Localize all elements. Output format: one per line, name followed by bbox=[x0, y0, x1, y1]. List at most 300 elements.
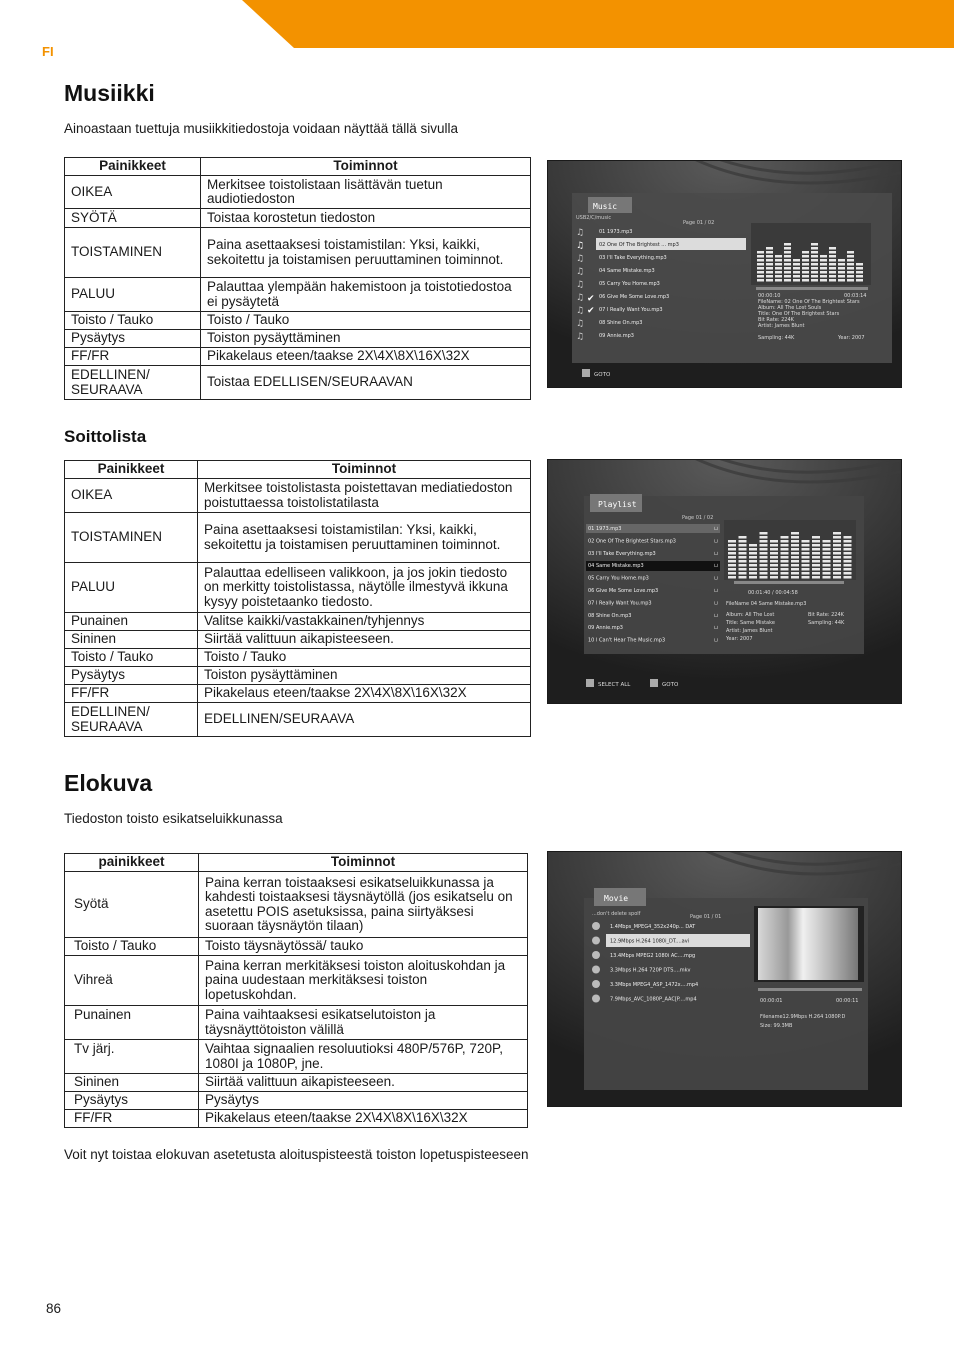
key-cell: PALUU bbox=[65, 563, 198, 613]
function-cell: Valitse kaikki/vastakkainen/tyhjennys bbox=[198, 613, 531, 631]
equalizer-bar-segment bbox=[757, 251, 764, 254]
key-cell: Pysäytys bbox=[65, 330, 201, 348]
key-cell: EDELLINEN/ SEURAAVA bbox=[65, 703, 198, 737]
equalizer-bar-segment bbox=[829, 279, 836, 282]
playlist-file-item: 08 Shine On.mp3 bbox=[588, 612, 632, 619]
equalizer-bar-segment bbox=[760, 544, 768, 547]
function-cell: Toisto täysnäytössä/ tauko bbox=[199, 938, 528, 956]
table-row bbox=[65, 1110, 528, 1128]
equalizer-bar-segment bbox=[802, 556, 810, 559]
equalizer-bar-segment bbox=[811, 271, 818, 274]
equalizer-bar-segment bbox=[823, 560, 831, 563]
table-row bbox=[65, 563, 531, 613]
equalizer-bar-segment bbox=[812, 576, 820, 579]
function-cell: Toistaa korostetun tiedoston bbox=[201, 209, 531, 228]
equalizer-bar-segment bbox=[820, 279, 827, 282]
equalizer-bar-segment bbox=[766, 271, 773, 274]
equalizer-bar-segment bbox=[784, 279, 791, 282]
equalizer-bar-segment bbox=[770, 544, 778, 547]
function-cell: Toiston pysäyttäminen bbox=[201, 330, 531, 348]
equalizer-bar-segment bbox=[749, 572, 757, 575]
equalizer-bar-segment bbox=[766, 259, 773, 262]
table-row bbox=[65, 330, 531, 348]
equalizer-bar-segment bbox=[770, 568, 778, 571]
table-row bbox=[65, 1074, 528, 1092]
svg-text:Album: All The Lost Souls: Album: All The Lost Souls bbox=[758, 305, 822, 311]
equalizer-bar-segment bbox=[784, 263, 791, 266]
table-row bbox=[65, 667, 531, 685]
equalizer-bar-segment bbox=[781, 564, 789, 567]
movie-file-item: 7.9Mbps_AVC_1080P_AAC[P....mp4 bbox=[610, 996, 697, 1003]
equalizer-bar-segment bbox=[844, 540, 852, 543]
table-row bbox=[65, 631, 531, 649]
playlist-file-item: 06 Give Me Some Love.mp3 bbox=[588, 588, 659, 594]
equalizer-bar-segment bbox=[856, 271, 863, 274]
music-file-item: 07 I Really Want You.mp3 bbox=[599, 307, 663, 313]
equalizer-bar-segment bbox=[749, 564, 757, 567]
equalizer-bar-segment bbox=[847, 259, 854, 262]
equalizer-bar-segment bbox=[784, 259, 791, 262]
equalizer-bar-segment bbox=[770, 560, 778, 563]
function-cell: Siirtää valittuun aikapisteeseen. bbox=[199, 1074, 528, 1092]
equalizer-bar-segment bbox=[847, 271, 854, 274]
equalizer-bar-segment bbox=[760, 548, 768, 551]
equalizer-bar-segment bbox=[844, 572, 852, 575]
equalizer-bar-segment bbox=[823, 556, 831, 559]
equalizer-bar-segment bbox=[811, 247, 818, 250]
equalizer-bar-segment bbox=[802, 560, 810, 563]
playlist-mark-icon: ⊔ bbox=[714, 588, 718, 594]
table-header-functions: Toiminnot bbox=[199, 854, 528, 872]
equalizer-bar-segment bbox=[793, 259, 800, 262]
playlist-mark-icon: ⊔ bbox=[714, 575, 718, 582]
equalizer-bar-segment bbox=[766, 255, 773, 258]
svg-text:Sampling: 44K: Sampling: 44K bbox=[758, 335, 795, 341]
equalizer-bar-segment bbox=[820, 267, 827, 270]
equalizer-bar-segment bbox=[847, 255, 854, 258]
equalizer-bar-segment bbox=[802, 568, 810, 571]
svg-text:FileName 04 Same Mistake.mp3: FileName 04 Same Mistake.mp3 bbox=[726, 601, 807, 607]
movie-keys-table bbox=[64, 853, 528, 1128]
function-cell: Palauttaa ylempään hakemistoon ja toistotiedostoa ei pysäytetä bbox=[201, 278, 531, 312]
equalizer-bar-segment bbox=[844, 552, 852, 555]
equalizer-bar-segment bbox=[728, 556, 736, 559]
key-cell: FF/FR bbox=[65, 348, 201, 366]
key-cell: Tv järj. bbox=[65, 1040, 199, 1074]
playlist-mark-icon: ⊔ bbox=[714, 600, 718, 607]
equalizer-bar-segment bbox=[757, 255, 764, 258]
playlist-file-item: 07 I Really Want You.mp3 bbox=[588, 600, 652, 607]
equalizer-bar-segment bbox=[844, 560, 852, 563]
music-file-item: 03 I'll Take Everything.mp3 bbox=[599, 255, 667, 261]
playlist-section-title: Soittolista bbox=[64, 427, 147, 446]
key-cell: Punainen bbox=[65, 613, 198, 631]
equalizer-bar-segment bbox=[781, 548, 789, 551]
equalizer-bar-segment bbox=[728, 560, 736, 563]
table-row bbox=[65, 956, 528, 1006]
equalizer-bar-segment bbox=[770, 572, 778, 575]
equalizer-bar-segment bbox=[781, 536, 789, 539]
equalizer-bar-segment bbox=[802, 259, 809, 262]
equalizer-bar-segment bbox=[784, 255, 791, 258]
equalizer-bar-segment bbox=[784, 271, 791, 274]
equalizer-bar-segment bbox=[766, 275, 773, 278]
equalizer-bar-segment bbox=[802, 572, 810, 575]
key-cell: FF/FR bbox=[65, 685, 198, 703]
music-time-end: 00:03:14 bbox=[844, 293, 867, 299]
equalizer-bar-segment bbox=[829, 263, 836, 266]
equalizer-bar-segment bbox=[784, 247, 791, 250]
equalizer-bar-segment bbox=[760, 576, 768, 579]
table-row bbox=[65, 685, 531, 703]
movie-section-title: Elokuva bbox=[64, 770, 153, 796]
playlist-goto-label: GOTO bbox=[662, 682, 679, 688]
equalizer-bar-segment bbox=[823, 564, 831, 567]
table-header-functions: Toiminnot bbox=[198, 461, 531, 479]
equalizer-bar-segment bbox=[833, 576, 841, 579]
table-header-keys: Painikkeet bbox=[65, 158, 201, 176]
equalizer-bar-segment bbox=[757, 279, 764, 282]
equalizer-bar-segment bbox=[829, 271, 836, 274]
equalizer-bar-segment bbox=[838, 279, 845, 282]
equalizer-bar-segment bbox=[856, 267, 863, 270]
svg-text:Bit Rate: 224K: Bit Rate: 224K bbox=[758, 317, 794, 323]
table-row bbox=[65, 703, 531, 737]
equalizer-bar-segment bbox=[802, 267, 809, 270]
equalizer-bar-segment bbox=[833, 564, 841, 567]
equalizer-bar-segment bbox=[739, 540, 747, 543]
music-intro-text: Ainoastaan tuettuja musiikkitiedostoja voidaan näyttää tällä sivulla bbox=[64, 121, 458, 136]
equalizer-bar-segment bbox=[829, 247, 836, 250]
equalizer-bar-segment bbox=[844, 568, 852, 571]
movie-screen-page: Page 01 / 01 bbox=[690, 914, 722, 920]
equalizer-bar-segment bbox=[766, 251, 773, 254]
equalizer-bar-segment bbox=[739, 556, 747, 559]
movie-intro-text: Tiedoston toisto esikatseluikkunassa bbox=[64, 811, 283, 826]
equalizer-bar-segment bbox=[728, 564, 736, 567]
equalizer-bar-segment bbox=[781, 576, 789, 579]
equalizer-bar-segment bbox=[757, 271, 764, 274]
equalizer-bar-segment bbox=[781, 552, 789, 555]
equalizer-bar-segment bbox=[802, 552, 810, 555]
equalizer-bar-segment bbox=[760, 560, 768, 563]
playlist-file-item: 10 I Can't Hear The Music.mp3 bbox=[588, 637, 666, 644]
music-screen-path: USB2/C/music bbox=[576, 215, 612, 221]
equalizer-bar-segment bbox=[802, 275, 809, 278]
equalizer-bar-segment bbox=[823, 540, 831, 543]
equalizer-bar-segment bbox=[770, 552, 778, 555]
movie-file-item: 1.4Mbps_MPEG4_352x240p... DAT bbox=[610, 924, 696, 930]
equalizer-bar-segment bbox=[823, 576, 831, 579]
movie-time-end: 00:00:11 bbox=[836, 998, 859, 1004]
equalizer-bar-segment bbox=[847, 263, 854, 266]
equalizer-bar-segment bbox=[833, 544, 841, 547]
music-file-item: 02 One Of The Brightest ... mp3 bbox=[599, 242, 679, 248]
equalizer-bar-segment bbox=[739, 548, 747, 551]
playlist-mark-icon: ⊔ bbox=[714, 563, 718, 570]
svg-text:Sampling: 44K: Sampling: 44K bbox=[808, 620, 845, 626]
equalizer-bar-segment bbox=[791, 576, 799, 579]
equalizer-bar-segment bbox=[775, 279, 782, 282]
equalizer-bar-segment bbox=[760, 556, 768, 559]
equalizer-bar-segment bbox=[775, 275, 782, 278]
equalizer-bar-segment bbox=[844, 536, 852, 539]
equalizer-bar-segment bbox=[728, 540, 736, 543]
equalizer-bar-segment bbox=[739, 536, 747, 539]
equalizer-bar-segment bbox=[728, 548, 736, 551]
equalizer-bar-segment bbox=[781, 572, 789, 575]
equalizer-bar-segment bbox=[766, 247, 773, 250]
key-cell: OIKEA bbox=[65, 479, 198, 513]
table-row bbox=[65, 938, 528, 956]
equalizer-bar-segment bbox=[757, 275, 764, 278]
function-cell: Paina asettaaksesi toistamistilan: Yksi, kaikki, sekoitettu ja toistamisen peruuttaminen toiminnot. bbox=[198, 513, 531, 563]
function-cell: Paina kerran merkitäksesi toiston aloituskohdan ja paina uudestaan merkitäksesi toiston lopetuskohdan. bbox=[199, 956, 528, 1006]
equalizer-bar-segment bbox=[838, 263, 845, 266]
equalizer-bar-segment bbox=[812, 548, 820, 551]
svg-text:✔: ✔ bbox=[587, 306, 595, 316]
equalizer-bar-segment bbox=[791, 568, 799, 571]
table-row bbox=[65, 228, 531, 278]
equalizer-bar-segment bbox=[766, 267, 773, 270]
equalizer-bar-segment bbox=[728, 552, 736, 555]
equalizer-bar-segment bbox=[833, 552, 841, 555]
function-cell: Paina asettaaksesi toistamistilan: Yksi, kaikki, sekoitettu ja toistamisen peruuttaminen toiminnot. bbox=[201, 228, 531, 278]
function-cell: Toistaa EDELLISEN/SEURAAVAN bbox=[201, 366, 531, 400]
key-cell: Sininen bbox=[65, 631, 198, 649]
playlist-mark-icon: ⊔ bbox=[714, 625, 718, 632]
equalizer-bar-segment bbox=[728, 544, 736, 547]
svg-text:♫: ♫ bbox=[576, 280, 585, 290]
key-cell: Pysäytys bbox=[65, 667, 198, 685]
svg-text:Size: 99.3MB: Size: 99.3MB bbox=[760, 1023, 793, 1029]
equalizer-bar-segment bbox=[812, 540, 820, 543]
equalizer-bar-segment bbox=[829, 251, 836, 254]
equalizer-bar-segment bbox=[820, 259, 827, 262]
svg-text:Title: Same Mistake: Title: Same Mistake bbox=[726, 620, 775, 626]
equalizer-bar-segment bbox=[847, 279, 854, 282]
equalizer-bar-segment bbox=[802, 540, 810, 543]
equalizer-bar-segment bbox=[760, 540, 768, 543]
function-cell: Merkitsee toistolistaan lisättävän tuetun audiotiedoston bbox=[201, 176, 531, 209]
equalizer-bar-segment bbox=[770, 540, 778, 543]
table-header-keys: Painikkeet bbox=[65, 461, 198, 479]
equalizer-bar-segment bbox=[793, 279, 800, 282]
equalizer-bar-segment bbox=[766, 279, 773, 282]
equalizer-bar-segment bbox=[844, 548, 852, 551]
table-row bbox=[65, 872, 528, 938]
equalizer-bar-segment bbox=[781, 568, 789, 571]
function-cell: Toiston pysäyttäminen bbox=[198, 667, 531, 685]
equalizer-bar-segment bbox=[739, 568, 747, 571]
equalizer-bar-segment bbox=[775, 259, 782, 262]
function-cell: Pikakelaus eteen/taakse 2X\4X\8X\16X\32X bbox=[201, 348, 531, 366]
key-cell: FF/FR bbox=[65, 1110, 199, 1128]
equalizer-bar-segment bbox=[760, 568, 768, 571]
equalizer-bar-segment bbox=[833, 568, 841, 571]
equalizer-bar-segment bbox=[812, 536, 820, 539]
playlist-mark-icon: ⊔ bbox=[714, 637, 718, 644]
equalizer-bar-segment bbox=[749, 548, 757, 551]
svg-text:♫: ♫ bbox=[576, 228, 585, 238]
music-file-item: 04 Same Mistake.mp3 bbox=[599, 268, 655, 274]
playlist-file-item: 04 Same Mistake.mp3 bbox=[588, 563, 644, 570]
svg-text:✔: ✔ bbox=[587, 294, 595, 304]
key-cell: Vihreä bbox=[65, 956, 199, 1006]
svg-text:♫: ♫ bbox=[576, 319, 585, 329]
equalizer-bar-segment bbox=[793, 271, 800, 274]
equalizer-bar-segment bbox=[749, 560, 757, 563]
movie-screen-path: ...don't delete spolf bbox=[592, 911, 641, 917]
equalizer-bar-segment bbox=[791, 552, 799, 555]
music-file-item: 05 Carry You Home.mp3 bbox=[599, 281, 660, 287]
playlist-file-item: 02 One Of The Brightest Stars.mp3 bbox=[588, 538, 676, 545]
equalizer-bar-segment bbox=[739, 560, 747, 563]
equalizer-bar-segment bbox=[829, 259, 836, 262]
language-tag: FI bbox=[42, 44, 54, 59]
music-screen-title: Music bbox=[593, 202, 618, 211]
key-cell: PALUU bbox=[65, 278, 201, 312]
svg-text:♫: ♫ bbox=[576, 267, 585, 277]
equalizer-bar-segment bbox=[728, 576, 736, 579]
equalizer-bar-segment bbox=[793, 263, 800, 266]
equalizer-bar-segment bbox=[749, 544, 757, 547]
key-cell: SYÖTÄ bbox=[65, 209, 201, 228]
key-cell: Pysäytys bbox=[65, 1092, 199, 1110]
equalizer-bar-segment bbox=[823, 572, 831, 575]
music-section-title: Musiikki bbox=[64, 80, 155, 106]
table-row bbox=[65, 366, 531, 400]
header-accent-banner bbox=[242, 0, 954, 48]
equalizer-bar-segment bbox=[760, 564, 768, 567]
equalizer-bar-segment bbox=[811, 275, 818, 278]
equalizer-bar-segment bbox=[770, 564, 778, 567]
equalizer-bar-segment bbox=[838, 275, 845, 278]
key-cell: OIKEA bbox=[65, 176, 201, 209]
equalizer-bar-segment bbox=[823, 552, 831, 555]
key-cell: Toisto / Tauko bbox=[65, 649, 198, 667]
equalizer-bar-segment bbox=[847, 267, 854, 270]
equalizer-bar-segment bbox=[781, 556, 789, 559]
equalizer-bar-segment bbox=[791, 532, 799, 535]
equalizer-bar-segment bbox=[844, 556, 852, 559]
music-goto-label: GOTO bbox=[594, 372, 611, 378]
equalizer-bar-segment bbox=[833, 572, 841, 575]
equalizer-bar-segment bbox=[833, 536, 841, 539]
movie-file-item: 3.3Mbps MPEG4_ASP_1472x....mp4 bbox=[610, 982, 699, 988]
key-cell: Sininen bbox=[65, 1074, 199, 1092]
equalizer-bar-segment bbox=[791, 572, 799, 575]
equalizer-bar-segment bbox=[802, 548, 810, 551]
function-cell: Vaihtaa signaalien resoluutioksi 480P/576P, 720P, 1080I ja 1080P, jne. bbox=[199, 1040, 528, 1074]
equalizer-bar-segment bbox=[781, 544, 789, 547]
music-screen-image bbox=[547, 160, 902, 388]
table-row bbox=[65, 278, 531, 312]
key-cell: Syötä bbox=[65, 872, 199, 938]
svg-text:Title: One Of The Brightest: Title: One Of The Brightest Stars bbox=[758, 311, 840, 317]
table-row bbox=[65, 348, 531, 366]
function-cell: Pysäytys bbox=[199, 1092, 528, 1110]
equalizer-bar-segment bbox=[812, 544, 820, 547]
equalizer-bar-segment bbox=[784, 275, 791, 278]
table-row bbox=[65, 1006, 528, 1040]
equalizer-bar-segment bbox=[757, 263, 764, 266]
music-file-item: 09 Annie.mp3 bbox=[599, 333, 634, 339]
playlist-mark-icon: ⊔ bbox=[714, 526, 718, 532]
function-cell: Toisto / Tauko bbox=[198, 649, 531, 667]
equalizer-bar-segment bbox=[791, 564, 799, 567]
playlist-file-item: 09 Annie.mp3 bbox=[588, 625, 623, 632]
equalizer-bar-segment bbox=[802, 263, 809, 266]
film-reel-icon bbox=[592, 922, 600, 930]
table-header-keys: painikkeet bbox=[65, 854, 199, 872]
equalizer-bar-segment bbox=[784, 251, 791, 254]
equalizer-bar-segment bbox=[838, 271, 845, 274]
function-cell: Merkitsee toistolistasta poistettavan mediatiedoston poistuttaessa toistolistatilasta bbox=[198, 479, 531, 513]
equalizer-bar-segment bbox=[820, 255, 827, 258]
equalizer-bar-segment bbox=[791, 544, 799, 547]
table-row bbox=[65, 209, 531, 228]
equalizer-bar-segment bbox=[823, 548, 831, 551]
equalizer-bar-segment bbox=[833, 548, 841, 551]
equalizer-bar-segment bbox=[844, 564, 852, 567]
equalizer-bar-segment bbox=[757, 267, 764, 270]
equalizer-bar-segment bbox=[775, 271, 782, 274]
equalizer-bar-segment bbox=[833, 560, 841, 563]
playlist-screen-image bbox=[547, 459, 902, 704]
table-row bbox=[65, 312, 531, 330]
movie-outro-text: Voit nyt toistaa elokuvan asetetusta aloituspisteestä toiston lopetuspisteeseen bbox=[64, 1147, 529, 1162]
table-row bbox=[65, 479, 531, 513]
equalizer-bar-segment bbox=[766, 263, 773, 266]
svg-text:Artist: James Blunt: Artist: James Blunt bbox=[726, 628, 773, 634]
equalizer-bar-segment bbox=[820, 263, 827, 266]
film-reel-icon bbox=[592, 937, 600, 945]
equalizer-bar-segment bbox=[856, 279, 863, 282]
equalizer-bar-segment bbox=[820, 275, 827, 278]
equalizer-bar-segment bbox=[775, 263, 782, 266]
svg-text:Filename12.9Mbps H.264 1080P.D: Filename12.9Mbps H.264 1080P.D bbox=[760, 1014, 846, 1020]
equalizer-bar-segment bbox=[844, 576, 852, 579]
equalizer-bar-segment bbox=[781, 560, 789, 563]
equalizer-bar-segment bbox=[791, 548, 799, 551]
equalizer-bar-segment bbox=[820, 271, 827, 274]
equalizer-bar-segment bbox=[811, 267, 818, 270]
playlist-screen-page: Page 01 / 02 bbox=[682, 515, 714, 521]
equalizer-bar-segment bbox=[760, 572, 768, 575]
playlist-mark-icon: ⊔ bbox=[714, 612, 718, 619]
function-cell: Toisto / Tauko bbox=[201, 312, 531, 330]
table-header-functions: Toiminnot bbox=[201, 158, 531, 176]
playlist-keys-table bbox=[64, 460, 531, 737]
playlist-file-item: 03 I'll Take Everything.mp3 bbox=[588, 550, 656, 557]
svg-text:Year: 2007: Year: 2007 bbox=[726, 636, 753, 642]
table-row bbox=[65, 1040, 528, 1074]
table-row bbox=[65, 513, 531, 563]
equalizer-bar-segment bbox=[793, 267, 800, 270]
equalizer-bar-segment bbox=[770, 548, 778, 551]
page-number: 86 bbox=[46, 1301, 62, 1316]
key-cell: TOISTAMINEN bbox=[65, 513, 198, 563]
equalizer-bar-segment bbox=[802, 576, 810, 579]
equalizer-bar-segment bbox=[811, 263, 818, 266]
equalizer-bar-segment bbox=[802, 564, 810, 567]
svg-text:Bit Rate: 224K: Bit Rate: 224K bbox=[808, 612, 844, 618]
equalizer-bar-segment bbox=[823, 568, 831, 571]
playlist-mark-icon: ⊔ bbox=[714, 550, 718, 557]
equalizer-bar-segment bbox=[739, 572, 747, 575]
table-row bbox=[65, 1092, 528, 1110]
